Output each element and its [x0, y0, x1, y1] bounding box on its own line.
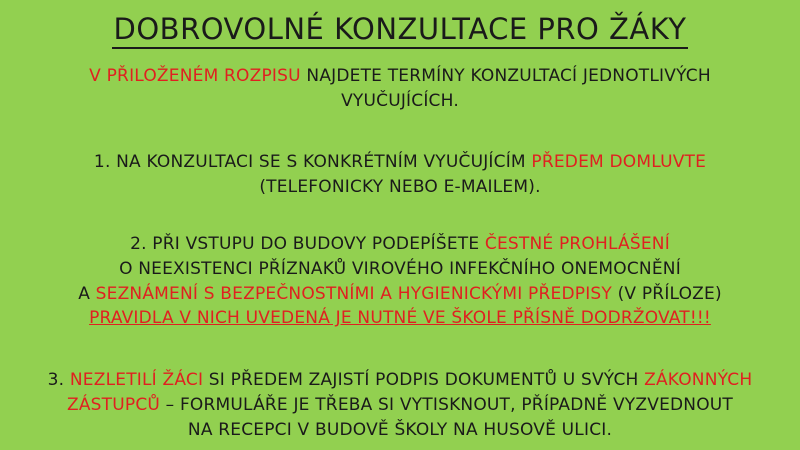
intro-highlight: V PŘILOŽENÉM ROZPISU — [89, 66, 301, 86]
point3-text1: SI PŘEDEM ZAJISTÍ PODPIS DOKUMENTŮ U SVÝCH — [203, 370, 645, 390]
point2-warning: PRAVIDLA V NICH UVEDENÁ JE NUTNÉ VE ŠKOLE PŘÍSNĚ DODRŽOVAT!!! — [89, 308, 711, 328]
point1-line2: (TELEFONICKY NEBO E-MAILEM). — [259, 177, 541, 197]
title-text: DOBROVOLNÉ KONZULTACE PRO ŽÁKY — [112, 12, 689, 49]
point-2 — [40, 232, 760, 307]
point3-highlight1: NEZLETILÍ ŽÁCI — [69, 370, 204, 390]
point3-line3: NA RECEPCI V BUDOVĚ ŠKOLY NA HUSOVĚ ULICI. — [187, 420, 613, 440]
point2-line2: O NEEXISTENCI PŘÍZNAKŮ VIROVÉHO INFEKČNÍHO ONEMOCNĚNÍ — [119, 259, 681, 279]
point3-text2: – FORMULÁŘE JE TŘEBA SI VYTISKNOUT, PŘÍPADNĚ VYZVEDNOUT — [160, 395, 734, 415]
point1-text: 1. NA KONZULTACI SE S KONKRÉTNÍM VYUČUJÍCÍM — [93, 152, 532, 172]
point-1 — [40, 150, 760, 200]
point3-highlight2b: ZÁSTUPCŮ — [66, 395, 161, 415]
point3-prefix: 3. — [47, 370, 70, 390]
point2-line3-suffix: (V PŘÍLOZE) — [611, 284, 722, 304]
slide-title — [0, 12, 800, 46]
point1-highlight: PŘEDEM DOMLUVTE — [531, 152, 707, 172]
point2-highlight1: ČESTNÉ PROHLÁŠENÍ — [484, 234, 670, 254]
warning-line — [40, 306, 760, 331]
point3-highlight2a: ZÁKONNÝCH — [644, 370, 753, 390]
intro-paragraph — [40, 64, 760, 114]
point2-line3-prefix: A — [78, 284, 96, 304]
point-3 — [40, 368, 760, 443]
point2-highlight2: SEZNÁMENÍ S BEZPEČNOSTNÍMI A HYGIENICKÝMI PŘEDPISY — [95, 284, 612, 304]
point2-text: 2. PŘI VSTUPU DO BUDOVY PODEPÍŠETE — [130, 234, 485, 254]
intro-text-line1: NAJDETE TERMÍNY KONZULTACÍ JEDNOTLIVÝCH — [300, 66, 711, 86]
intro-text-line2: VYUČUJÍCÍCH. — [341, 91, 459, 111]
